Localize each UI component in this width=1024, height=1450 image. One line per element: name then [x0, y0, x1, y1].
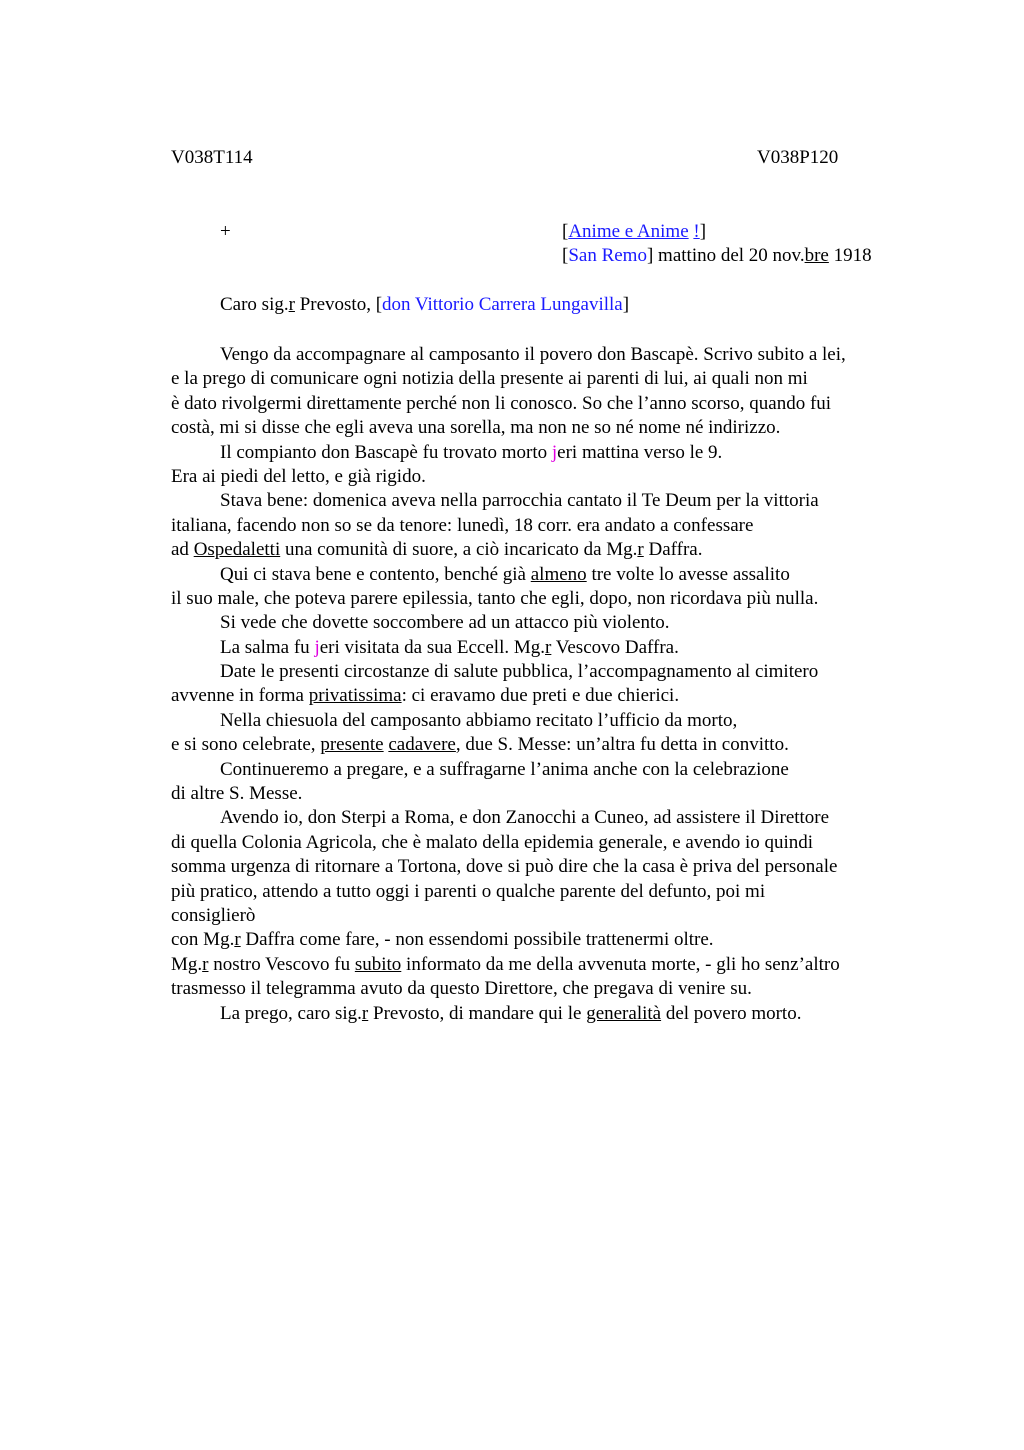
paragraph-line: con Mg.r Daffra come fare, - non essendomi possibile trattenermi oltre.: [171, 929, 714, 951]
paragraph-line: Vengo da accompagnare al camposanto il povero don Bascapè. Scrivo subito a lei,: [220, 344, 846, 365]
letter-body: [171, 343, 911, 1026]
document-code-left: V038T114: [171, 147, 253, 168]
paragraph-line: Date le presenti circostanze di salute pubblica, l’accompagnamento al cimitero: [220, 661, 819, 683]
document-code-right: V038P120: [757, 147, 839, 168]
cross-mark: +: [220, 221, 231, 242]
paragraph-line: Qui ci stava bene e contento, benché già almeno tre volte lo avesse assalito: [220, 563, 790, 585]
paragraph-line: Si vede che dovette soccombere ad un attacco più violento.: [220, 612, 670, 634]
title-exclamation[interactable]: !: [693, 221, 700, 242]
recipient-name: don Vittorio Carrera Lungavilla: [382, 294, 623, 315]
title-link[interactable]: Anime e Anime: [568, 221, 689, 242]
paragraph-line: e si sono celebrate, presente cadavere, due S. Messe: un’altra fu detta in convitto.: [171, 734, 789, 756]
paragraph-line: ad Ospedaletti una comunità di suore, a ciò incaricato da Mg.r Daffra.: [171, 539, 703, 561]
paragraph-line: consiglierò: [171, 904, 256, 926]
paragraph-line: costà, mi si disse che egli aveva una sorella, ma non ne so né nome né indirizzo.: [171, 417, 781, 439]
paragraph-line: e la prego di comunicare ogni notizia della presente ai parenti di lui, ai quali non mi: [171, 368, 808, 390]
paragraph-line: Stava bene: domenica aveva nella parrocchia cantato il Te Deum per la vittoria: [220, 490, 819, 512]
paragraph-line: Il compianto don Bascapè fu trovato morto jeri mattina verso le 9.: [220, 441, 723, 463]
place-name: San Remo: [568, 245, 647, 266]
paragraph-line: di altre S. Messe.: [171, 783, 303, 805]
paragraph-line: La prego, caro sig.r Prevosto, di mandare qui le generalità del povero morto.: [220, 1002, 802, 1024]
paragraph-line: Avendo io, don Sterpi a Roma, e don Zanocchi a Cuneo, ad assistere il Direttore: [220, 807, 830, 829]
letter-title: [Anime e Anime !]: [562, 221, 707, 242]
paragraph-line: italiana, facendo non so se da tenore: lunedì, 18 corr. era andato a confessare: [171, 514, 754, 536]
paragraph-line: La salma fu jeri visitata da sua Eccell. Mg.r Vescovo Daffra.: [220, 636, 679, 658]
paragraph-line: Continueremo a pregare, e a suffragarne l’anima anche con la celebrazione: [220, 758, 789, 780]
place-date-line: [San Remo] mattino del 20 nov.bre 1918: [562, 245, 872, 266]
paragraph-line: il suo male, che poteva parere epilessia, tanto che egli, dopo, non ricordava più nulla.: [171, 587, 819, 609]
paragraph-line: avvenne in forma privatissima: ci eravamo due preti e due chierici.: [171, 685, 680, 707]
paragraph-line: più pratico, attendo a tutto oggi i parenti o qualche parente del defunto, poi mi: [171, 880, 766, 902]
paragraph-line: somma urgenza di ritornare a Tortona, dove si può dire che la casa è priva del personale: [171, 856, 838, 878]
paragraph-line: di quella Colonia Agricola, che è malato della epidemia generale, e avendo io quindi: [171, 831, 814, 853]
paragraph-line: Mg.r nostro Vescovo fu subito informato da me della avvenuta morte, - gli ho senz’altro: [171, 953, 840, 975]
paragraph-line: Era ai piedi del letto, e già rigido.: [171, 465, 426, 487]
paragraph-line: Nella chiesuola del camposanto abbiamo recitato l’ufficio da morto,: [220, 709, 738, 731]
salutation: Caro sig.r Prevosto, [don Vittorio Carrera Lungavilla]: [220, 294, 630, 315]
paragraph-line: trasmesso il telegramma avuto da questo Direttore, che pregava di venire su.: [171, 978, 752, 1000]
paragraph-line: è dato rivolgermi direttamente perché non li conosco. So che l’anno scorso, quando fui: [171, 392, 832, 414]
